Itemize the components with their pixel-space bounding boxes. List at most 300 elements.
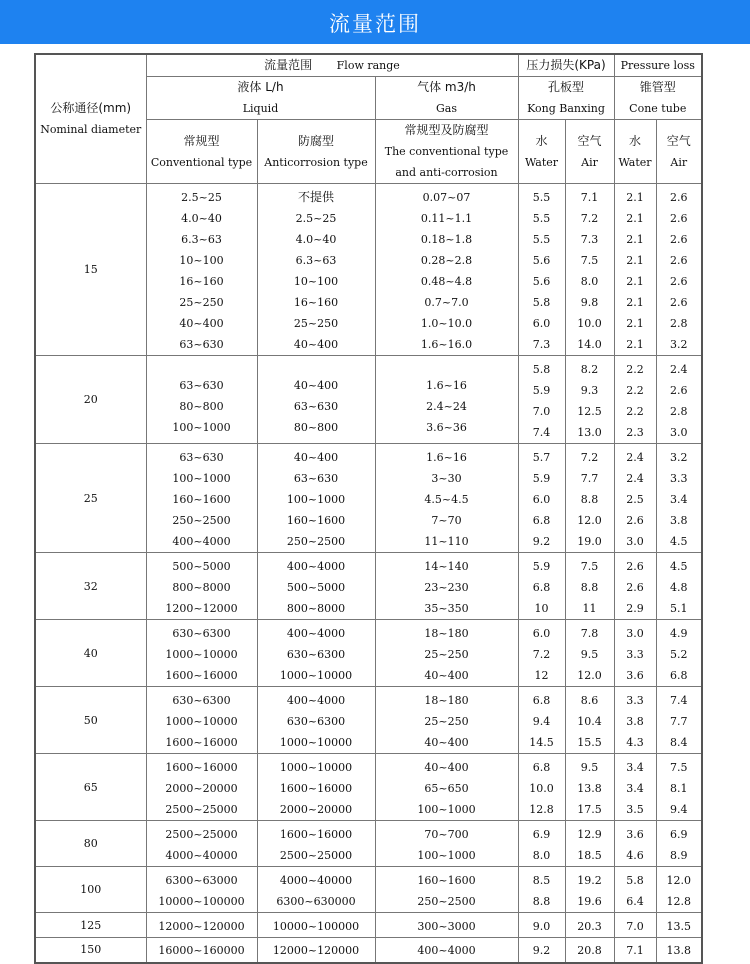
cell-value: 10 [534,601,549,615]
ow-cell [518,184,565,356]
cw-cell [614,184,656,356]
cell-value: 9.4 [670,802,688,816]
cw-cell [614,356,656,444]
anti-cell [257,867,375,913]
cell-value: 1600~16000 [165,735,238,749]
liquid-header [146,77,375,120]
cell-value: 14~140 [424,559,469,573]
cell-value: 2500~25000 [165,827,238,841]
cell-value: 5.8 [532,362,551,376]
cell-value: 4.9 [670,626,688,640]
cw-cell [614,867,656,913]
cell-value: 40~400 [293,337,339,351]
both-types-header [375,120,518,184]
cell-value: 4.5~4.5 [424,492,469,506]
water-en: Water [524,155,559,169]
oa-cell [565,356,614,444]
cell-value: 6300~63000 [165,873,238,887]
cell-value: 10000~100000 [272,919,360,933]
cell-value: 35~350 [424,601,469,615]
table-row [35,184,702,356]
ow-cell [518,821,565,867]
cell-value: 2.5 [626,492,644,506]
table-row [35,867,702,913]
cell-value: 17.5 [577,802,602,816]
cell-value: 100~1000 [286,492,346,506]
cell-value: 40~400 [293,450,339,464]
cell-value: 3.6 [626,827,644,841]
cell-value: 4.0~40 [295,232,337,246]
cell-value: 23~230 [424,580,469,594]
cell-value: 800~8000 [286,601,346,615]
cell-value: 8.4 [670,735,688,749]
gas-cell [375,553,518,620]
cell-value: 9.8 [580,295,599,309]
cell-value: 1.6~16 [426,378,467,392]
ow-cell [518,867,565,913]
cell-value: 6.8 [670,668,688,682]
cell-value: 10~100 [293,274,339,288]
ow-cell [518,754,565,821]
cell-value: 25~250 [179,295,224,309]
table-row [35,754,702,821]
cell-value: 不提供 [297,189,334,204]
pressure-loss-header-cn [518,54,614,77]
cell-value: 6.8 [532,760,551,774]
cell-value: 1600~16000 [165,668,238,682]
cell-value: 7.4 [670,693,688,707]
cell-value: 400~4000 [286,693,346,707]
cell-value: 2.1 [626,337,644,351]
cell-value: 25~250 [293,316,339,330]
cell-value: 2.6 [670,190,688,204]
cell-value: 2.6 [670,211,688,225]
cell-value: 9.5 [580,647,599,661]
nominal-diameter-cell: 20 [35,356,146,444]
ow-cell [518,687,565,754]
cell-value: 25~250 [424,647,469,661]
cell-value: 18~180 [424,693,469,707]
cell-value: 9.0 [532,919,551,933]
cell-value: 2.6 [670,232,688,246]
cw-cell [614,754,656,821]
cell-value: 12000~120000 [158,919,245,933]
conv-cell [146,938,257,963]
cell-value: 12 [534,668,549,682]
table-row [35,821,702,867]
cell-value: 2.6 [670,295,688,309]
cell-value: 8.6 [580,693,599,707]
conv-cell [146,184,257,356]
cell-value: 1600~16000 [165,760,238,774]
cell-value: 1.0~10.0 [420,316,473,330]
cell-value: 6.3~63 [181,232,222,246]
cell-value: 10.4 [577,714,602,728]
cell-value: 6.9 [670,827,688,841]
water-en: Water [618,155,652,169]
conv-cell [146,553,257,620]
cell-value: 100~1000 [417,802,476,816]
cell-value: 11~110 [424,534,469,548]
gas-header [375,77,518,120]
cell-value: 12.9 [577,827,602,841]
cell-value: 6.0 [532,316,551,330]
cell-value: 16000~160000 [158,944,245,958]
cell-value: 4.0~40 [181,211,222,225]
cell-value: 16~160 [293,295,339,309]
ca-cell [656,553,702,620]
cone-en: Cone tube [629,102,687,115]
nominal-diameter-cell: 32 [35,553,146,620]
cw-cell [614,687,656,754]
cell-value: 630~6300 [286,647,346,661]
cell-value: 2.4 [626,450,644,464]
air-en: Air [581,155,598,169]
cell-value: 2.8 [670,316,688,330]
nominal-diameter-cell: 25 [35,444,146,553]
page-title: 流量范围 [329,12,421,36]
cell-value: 7.5 [670,760,688,774]
both-cn: 常规型及防腐型 [404,123,489,137]
nominal-diameter-cell: 80 [35,821,146,867]
cell-value: 25~250 [424,714,469,728]
cell-value: 3.6~36 [426,420,467,434]
cell-value: 20.8 [577,944,602,958]
cell-value: 3.3 [626,647,644,661]
ca-cell [656,620,702,687]
cell-value: 1000~10000 [279,760,353,774]
cell-value: 12000~120000 [272,944,360,958]
cell-value: 12.0 [577,668,602,682]
cell-value: 10.0 [577,316,602,330]
cell-value: 2.6 [626,580,644,594]
ca-cell [656,938,702,963]
cell-value: 5.5 [532,232,551,246]
cell-value: 2.4~24 [426,399,467,413]
table-row [35,356,702,444]
cell-value: 4.5 [670,559,688,573]
cell-value: 19.0 [577,534,602,548]
cw-cell [614,821,656,867]
ow-cell [518,444,565,553]
cell-value: 13.5 [666,919,692,933]
cell-value: 12.0 [577,513,602,527]
cell-value: 4.5 [670,534,688,548]
cell-value: 8.0 [580,274,599,288]
cell-value: 8.2 [580,362,599,376]
cell-value: 8.9 [670,848,688,862]
cell-value: 5.8 [626,873,644,887]
nominal-diameter-cell: 100 [35,867,146,913]
ca-cell [656,867,702,913]
cell-value: 6.8 [532,513,551,527]
cell-value: 5.5 [532,190,551,204]
cell-value: 3.2 [670,337,688,351]
cell-value: 9.4 [532,714,551,728]
cell-value: 0.18~1.8 [420,232,473,246]
cell-value: 5.6 [532,274,551,288]
cell-value: 1200~12000 [165,601,238,615]
conv-cell [146,444,257,553]
cell-value: 0.11~1.1 [420,211,473,225]
water-cn: 水 [535,133,548,148]
oa-cell [565,444,614,553]
flow-range-en: Flow range [336,59,400,72]
cell-value: 4.8 [670,580,688,594]
conv-cell [146,687,257,754]
nominal-diameter-header [35,54,146,184]
cell-value: 19.6 [577,894,602,908]
cell-value: 3.3 [670,471,688,485]
cell-value: 2.5~25 [295,211,337,225]
cell-value: 2.6 [626,513,644,527]
cell-value: 70~700 [424,827,469,841]
cell-value: 7.2 [532,647,551,661]
cell-value: 3~30 [431,471,462,485]
cell-value: 8.5 [532,873,551,887]
cell-value: 10.0 [529,781,554,795]
cell-value: 7.1 [580,190,599,204]
cell-value: 160~1600 [417,873,476,887]
nominal-diameter-cell: 150 [35,938,146,963]
cell-value: 3.4 [670,492,688,506]
cell-value: 10000~100000 [158,894,245,908]
cell-value: 18.5 [577,848,602,862]
nominal-diameter-cell: 50 [35,687,146,754]
conv-cell [146,356,257,444]
pressure-cn: 压力损失(KPa) [526,58,606,72]
cell-value: 2.2 [626,383,644,397]
cell-value: 6.0 [532,626,551,640]
flow-range-cn: 流量范围 [264,58,313,72]
air-en: Air [670,155,688,169]
cell-value: 40~400 [179,316,224,330]
cell-value: 63~630 [179,450,224,464]
cell-value: 14.5 [529,735,554,749]
cell-value: 250~2500 [172,513,231,527]
cell-value: 40~400 [424,668,469,682]
gas-en: Gas [436,102,457,115]
conv-cell [146,913,257,938]
cell-value: 8.8 [580,492,599,506]
cell-value: 4.3 [626,735,644,749]
cell-value: 3.3 [626,693,644,707]
cell-value: 4000~40000 [165,848,238,862]
anti-cell [257,821,375,867]
table-row [35,938,702,963]
cell-value: 11 [582,601,597,615]
cw-cell [614,444,656,553]
ow-cell [518,620,565,687]
table-row [35,444,702,553]
cell-value: 63~630 [179,378,224,392]
cell-value: 5.5 [532,211,551,225]
cell-value: 63~630 [179,337,224,351]
conv-cell [146,867,257,913]
cw-cell [614,938,656,963]
cell-value: 0.07~07 [422,190,471,204]
cell-value: 65~650 [424,781,469,795]
cell-value: 0.48~4.8 [420,274,473,288]
both-en2: and anti-corrosion [395,166,498,179]
cw-cell [614,913,656,938]
cell-value: 2.6 [670,383,688,397]
cell-value: 2.2 [626,404,644,418]
oa-cell [565,867,614,913]
ca-cell [656,913,702,938]
cell-value: 2500~25000 [165,802,238,816]
gas-cell [375,687,518,754]
cone-water-header [614,120,656,184]
cell-value: 2000~20000 [165,781,238,795]
cell-value: 12.8 [529,802,554,816]
oa-cell [565,620,614,687]
orifice-header [518,77,614,120]
cell-value: 40~400 [424,760,469,774]
cell-value: 250~2500 [286,534,346,548]
cell-value: 100~1000 [417,848,476,862]
cell-value: 80~800 [179,399,224,413]
gas-cell [375,184,518,356]
cell-value: 12.5 [577,404,602,418]
cell-value: 8.1 [670,781,688,795]
ca-cell [656,754,702,821]
cell-value: 5.8 [532,295,551,309]
cell-value: 3.0 [626,534,644,548]
cell-value: 9.3 [580,383,599,397]
cell-value: 100~1000 [172,471,231,485]
table-row [35,913,702,938]
cell-value: 160~1600 [286,513,346,527]
cell-value: 2.9 [626,601,644,615]
liquid-cn: 液体 L/h [237,80,284,94]
nominal-en: Nominal diameter [40,123,142,136]
ca-cell [656,356,702,444]
gas-cell [375,444,518,553]
oa-cell [565,754,614,821]
air-cn: 空气 [577,133,602,148]
cell-value: 40~400 [293,378,339,392]
cell-value: 0.7~7.0 [424,295,469,309]
ca-cell [656,184,702,356]
cell-value: 7.7 [580,471,599,485]
cell-value: 7.7 [670,714,688,728]
cone-header [614,77,702,120]
cell-value: 2000~20000 [279,802,353,816]
cell-value: 3.0 [626,626,644,640]
cell-value: 7.5 [580,559,599,573]
ow-cell [518,553,565,620]
cell-value: 3.8 [670,513,688,527]
cell-value: 2.2 [626,362,644,376]
oa-cell [565,184,614,356]
cell-value: 6.3~63 [295,253,337,267]
anticorrosion-header [257,120,375,184]
cell-value: 3.0 [670,425,688,439]
cell-value: 1600~16000 [279,781,353,795]
cell-value: 7.1 [626,944,644,958]
cell-value: 5.7 [532,450,551,464]
table-body [35,184,702,963]
gas-cell [375,356,518,444]
table-row [35,687,702,754]
cell-value: 15.5 [577,735,602,749]
anti-cell [257,913,375,938]
table-row [35,553,702,620]
cone-cn: 锥管型 [639,80,676,94]
cell-value: 630~6300 [286,714,346,728]
cell-value: 6.8 [532,693,551,707]
gas-cell [375,913,518,938]
cell-value: 2.1 [626,253,644,267]
air-cn: 空气 [666,133,691,148]
anti-cell [257,938,375,963]
cell-value: 1000~10000 [165,714,238,728]
cell-value: 6.0 [532,492,551,506]
cell-value: 7.0 [626,919,644,933]
orifice-air-header [565,120,614,184]
cell-value: 5.2 [670,647,688,661]
cell-value: 13.8 [666,944,692,958]
anti-cell [257,356,375,444]
nominal-cn: 公称通径(mm) [50,101,132,115]
ca-cell [656,821,702,867]
cell-value: 400~4000 [172,534,231,548]
anti-cn: 防腐型 [297,133,334,148]
cell-value: 7.8 [580,626,599,640]
cell-value: 7.3 [532,337,551,351]
cell-value: 63~630 [293,399,339,413]
cell-value: 14.0 [577,337,602,351]
cell-value: 1.6~16 [426,450,467,464]
title-banner [0,0,750,44]
ow-cell [518,938,565,963]
cell-value: 2500~25000 [279,848,353,862]
cell-value: 9.5 [580,760,599,774]
oa-cell [565,553,614,620]
gas-cell [375,620,518,687]
cell-value: 6.9 [532,827,551,841]
cell-value: 1000~10000 [165,647,238,661]
cell-value: 2.1 [626,316,644,330]
oa-cell [565,687,614,754]
conv-en: Conventional type [150,155,253,169]
flow-range-table [34,53,703,964]
both-en1: The conventional type [384,145,509,158]
nominal-diameter-cell: 15 [35,184,146,356]
cell-value: 18~180 [424,626,469,640]
cell-value: 20.3 [577,919,602,933]
cell-value: 4000~40000 [279,873,353,887]
cell-value: 250~2500 [417,894,476,908]
anti-cell [257,553,375,620]
gas-cell [375,754,518,821]
cell-value: 160~1600 [172,492,231,506]
cell-value: 5.9 [532,383,551,397]
cell-value: 7.3 [580,232,599,246]
oa-cell [565,938,614,963]
cell-value: 2.3 [626,425,644,439]
cell-value: 63~630 [293,471,339,485]
anti-cell [257,184,375,356]
pressure-loss-header-en [614,54,702,77]
cell-value: 2.8 [670,404,688,418]
conventional-header [146,120,257,184]
nominal-diameter-cell: 40 [35,620,146,687]
flow-range-header [146,54,518,77]
cell-value: 16~160 [179,274,224,288]
ca-cell [656,687,702,754]
